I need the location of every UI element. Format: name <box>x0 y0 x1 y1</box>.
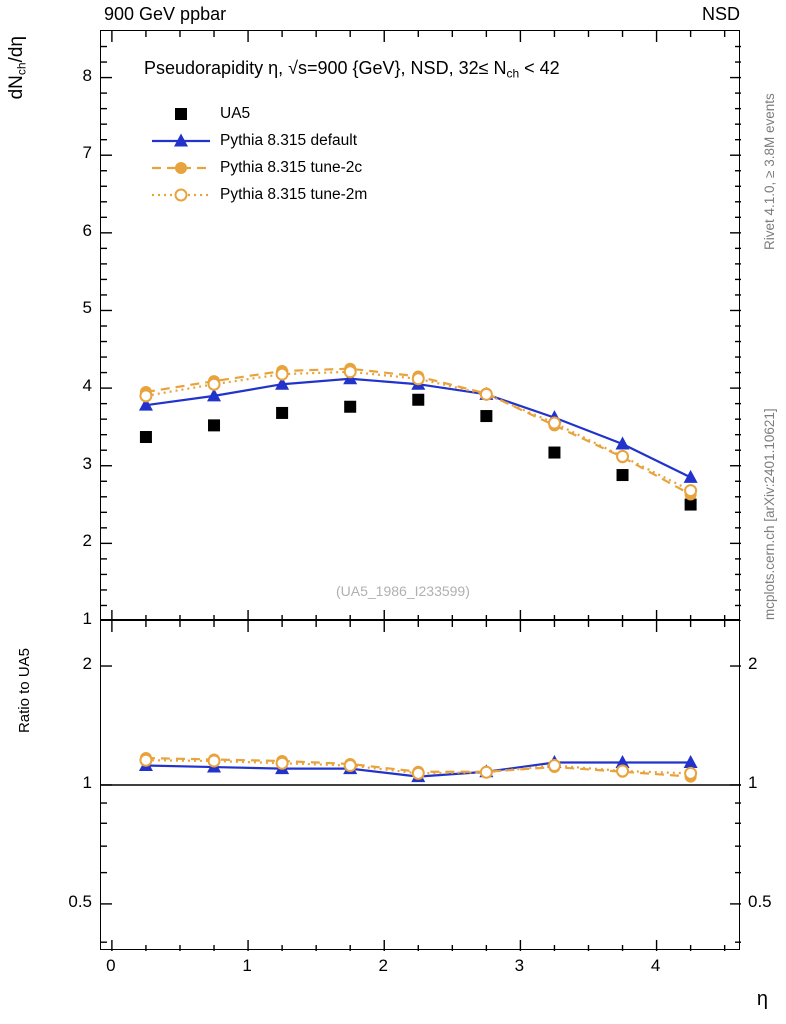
legend-item <box>150 154 367 181</box>
x-tick-label: 0 <box>106 956 116 975</box>
y-axis-title-main <box>6 36 29 99</box>
header-right-label: NSD <box>701 4 740 24</box>
x-tick-label: 4 <box>650 956 661 975</box>
ratio-axis-ticks <box>101 621 741 951</box>
legend <box>150 100 367 208</box>
y-axis-title-main-text: dN <box>6 75 27 100</box>
legend-item <box>150 127 367 154</box>
ratio-y-tick-label-right: 2 <box>748 654 758 674</box>
legend-item-label: Pythia 8.315 tune-2c <box>220 158 363 176</box>
ratio-data-series <box>139 752 698 783</box>
legend-key-solid-triangle <box>150 131 212 151</box>
legend-key-dashed-filled-circle <box>150 158 212 178</box>
main-y-tick-label: 2 <box>82 531 92 551</box>
arxiv-caption: mcplots.cern.ch [arXiv:2401.10621] <box>762 408 777 620</box>
y-axis-title-ratio: Ratio to UA5 <box>16 648 33 734</box>
x-tick-label: 1 <box>242 956 252 975</box>
x-axis-title: η <box>756 988 768 1010</box>
chart-title <box>144 58 560 81</box>
y-axis-title-main-sub: ch <box>14 62 29 76</box>
rivet-caption: Rivet 4.1.0, ≥ 3.8M events <box>762 93 777 250</box>
header-left-label: 900 GeV ppbar <box>104 4 227 24</box>
chart-title-post: < 42 <box>519 58 560 78</box>
main-y-tick-label: 3 <box>82 453 92 473</box>
ratio-y-tick-label-right: 1 <box>748 772 758 792</box>
main-y-tick-label: 1 <box>82 609 92 628</box>
chart-title-pre: Pseudorapidity η, <box>144 58 289 78</box>
legend-item-label: Pythia 8.315 tune-2m <box>220 185 368 203</box>
ratio-y-tick-label-left: 2 <box>82 654 92 674</box>
x-tick-label: 2 <box>378 956 388 975</box>
legend-item <box>150 100 367 127</box>
main-y-tick-label: 4 <box>82 376 92 396</box>
legend-key-dotted-open-circle <box>150 185 212 205</box>
legend-item-label: Pythia 8.315 default <box>220 131 358 149</box>
analysis-watermark: (UA5_1986_I233599) <box>336 583 470 599</box>
main-data-series <box>139 363 698 511</box>
main-y-tick-label: 6 <box>82 220 92 240</box>
main-y-tick-label: 8 <box>82 65 92 85</box>
chart-title-sub: ch <box>506 66 520 81</box>
ratio-plot-panel <box>100 620 740 950</box>
y-axis-title-main-tail: /dη <box>6 36 27 63</box>
ratio-y-tick-label-left: 1 <box>82 772 92 792</box>
ratio-y-tick-label-right: 0.5 <box>748 891 772 911</box>
chart-title-sqrt: √s=900 {GeV}, NSD, 32≤ N <box>288 58 507 78</box>
main-y-tick-label: 7 <box>82 143 92 163</box>
ratio-y-tick-label-left: 0.5 <box>68 891 92 911</box>
x-tick-label: 3 <box>514 956 525 975</box>
legend-key-marker-square <box>150 104 212 124</box>
main-y-tick-label: 5 <box>82 298 92 318</box>
legend-item-label: UA5 <box>220 104 251 122</box>
ratio-plot-svg <box>101 621 741 951</box>
legend-item <box>150 181 367 208</box>
